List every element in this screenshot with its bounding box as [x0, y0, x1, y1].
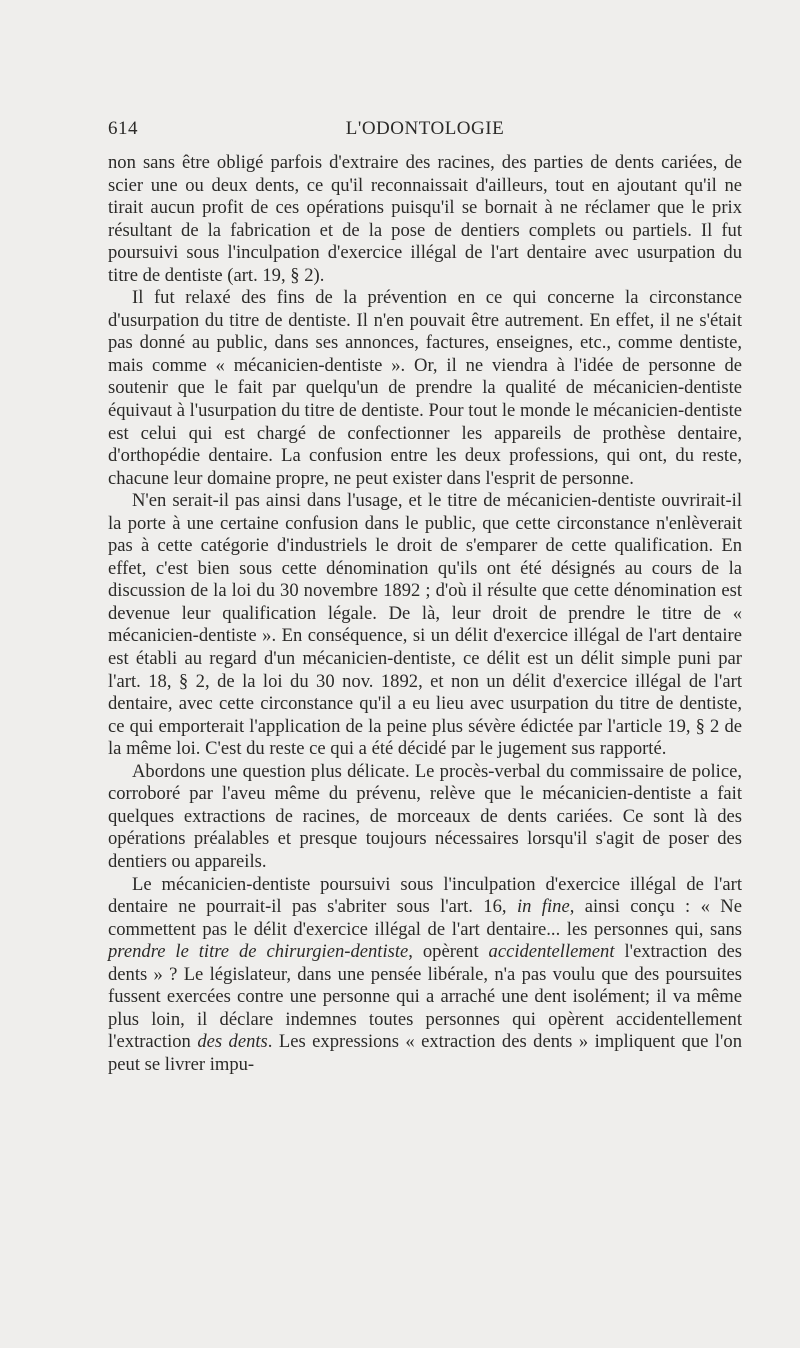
paragraph-text: l'extraction des dents » ? Le législateur, dans une pensée libérale, n'a pas voulu que des poursuites fussent exercées contre une personne qui a arraché une dent isolément; il va même plus loin, il déclare indemnes toutes personnes qui opèrent accidentellement l'extraction — [108, 941, 743, 1053]
paragraph-text: . Les expressions « extraction des dents » impliquent que l'on peut se livrer impu- — [108, 1031, 742, 1075]
page-number: 614 — [108, 118, 138, 139]
paragraph — [108, 874, 742, 1077]
running-header — [108, 118, 742, 142]
paragraph-text: non sans être obligé parfois d'extraire des racines, des parties de dents cariées, de scier une ou deux dents, ce qu'il reconnaissait d'ailleurs, tout en ajoutant qu'il ne tirait aucun profit de ces opérations puisqu'il se bornait à ne réclamer que le prix résultant de la fabrication et de la pose de dentiers complets ou partiels. Il fut poursuivi sous l'inculpation d'exercice illégal de l'art dentaire avec usurpation du titre de dentiste (art. 19, § 2). — [108, 152, 742, 286]
paragraph-text: Le mécanicien-dentiste poursuivi sous l'inculpation d'exercice illégal de l'art dentaire ne pourrait-il pas s'abriter sous l'art. 16, — [108, 873, 742, 918]
italic-phrase: prendre le titre de chirurgien-dentiste — [108, 941, 409, 963]
paragraph — [108, 152, 742, 287]
paragraph — [108, 287, 742, 490]
paragraph-text: , opèrent — [408, 941, 489, 963]
paragraph-text: Abordons une question plus délicate. Le procès-verbal du commissaire de police, corroboré par l'aveu même du prévenu, relève que le mécanicien-dentiste a fait quelques extractions de racines, de morceaux de dents cariées. Ce sont là des opérations préalables et presque toujours nécessaires lorsqu'il s'agit de poser des dentiers ou appareils. — [108, 760, 742, 872]
paragraph-text: , ainsi conçu : « Ne commettent pas le délit d'exercice illégal de l'art dentaire... les personnes qui, sans — [108, 896, 742, 940]
italic-phrase: des dents — [197, 1031, 268, 1053]
paragraph — [108, 490, 742, 761]
body-text — [108, 152, 742, 1076]
paragraph-text: Il fut relaxé des fins de la prévention en ce qui concerne la circonstance d'usurpation du titre de dentiste. Il n'en pouvait être autrement. En effet, il ne s'était pas donné au public, dans ses annonces, factures, enseignes, etc., comme dentiste, mais comme « mécanicien-dentiste ». Or, il ne viendra à l'idée de personne de soutenir que le fait par quelqu'un de prendre la qualité de mécanicien-dentiste équivaut à l'usurpation du titre de dentiste. Pour tout le monde le mécanicien-dentiste est celui qui est chargé de confectionner les appareils de prothèse dentaire, d'orthopédie dentaire. La confusion entre les deux professions, qui ont, du reste, chacune leur domaine propre, ne peut exister dans l'esprit de personne. — [108, 287, 742, 489]
italic-phrase: accidentellement — [488, 941, 615, 963]
paragraph-text: N'en serait-il pas ainsi dans l'usage, et le titre de mécanicien-dentiste ouvrirait-il la porte à une certaine confusion dans le public, que cette circonstance n'enlèverait pas à cette catégorie d'industriels le droit de s'emparer de cette qualification. En effet, c'est bien sous cette dénomination qu'ils ont été désignés au cours de la discussion de la loi du 30 novembre 1892 ; d'où il résulte que cette dénomination est devenue leur qualification légale. De là, leur droit de prendre le titre de « mécanicien-dentiste ». En conséquence, si un délit d'exercice illégal de l'art dentaire est établi au regard d'un mécanicien-dentiste, ce délit est un délit simple puni par l'art. 18, § 2, de la loi du 30 nov. 1892, et non un délit d'exercice illégal de l'art dentaire, avec cette circonstance qu'il a eu lieu avec usurpation du titre de dentiste, ce qui emporterait l'application de la peine plus sévère édictée par l'article 19, § 2 de la même loi. C'est du reste ce qui a été décidé par le jugement sus rapporté. — [108, 490, 742, 760]
italic-phrase: in fine — [516, 896, 570, 918]
paragraph — [108, 761, 742, 874]
running-title: L'ODONTOLOGIE — [345, 118, 505, 139]
